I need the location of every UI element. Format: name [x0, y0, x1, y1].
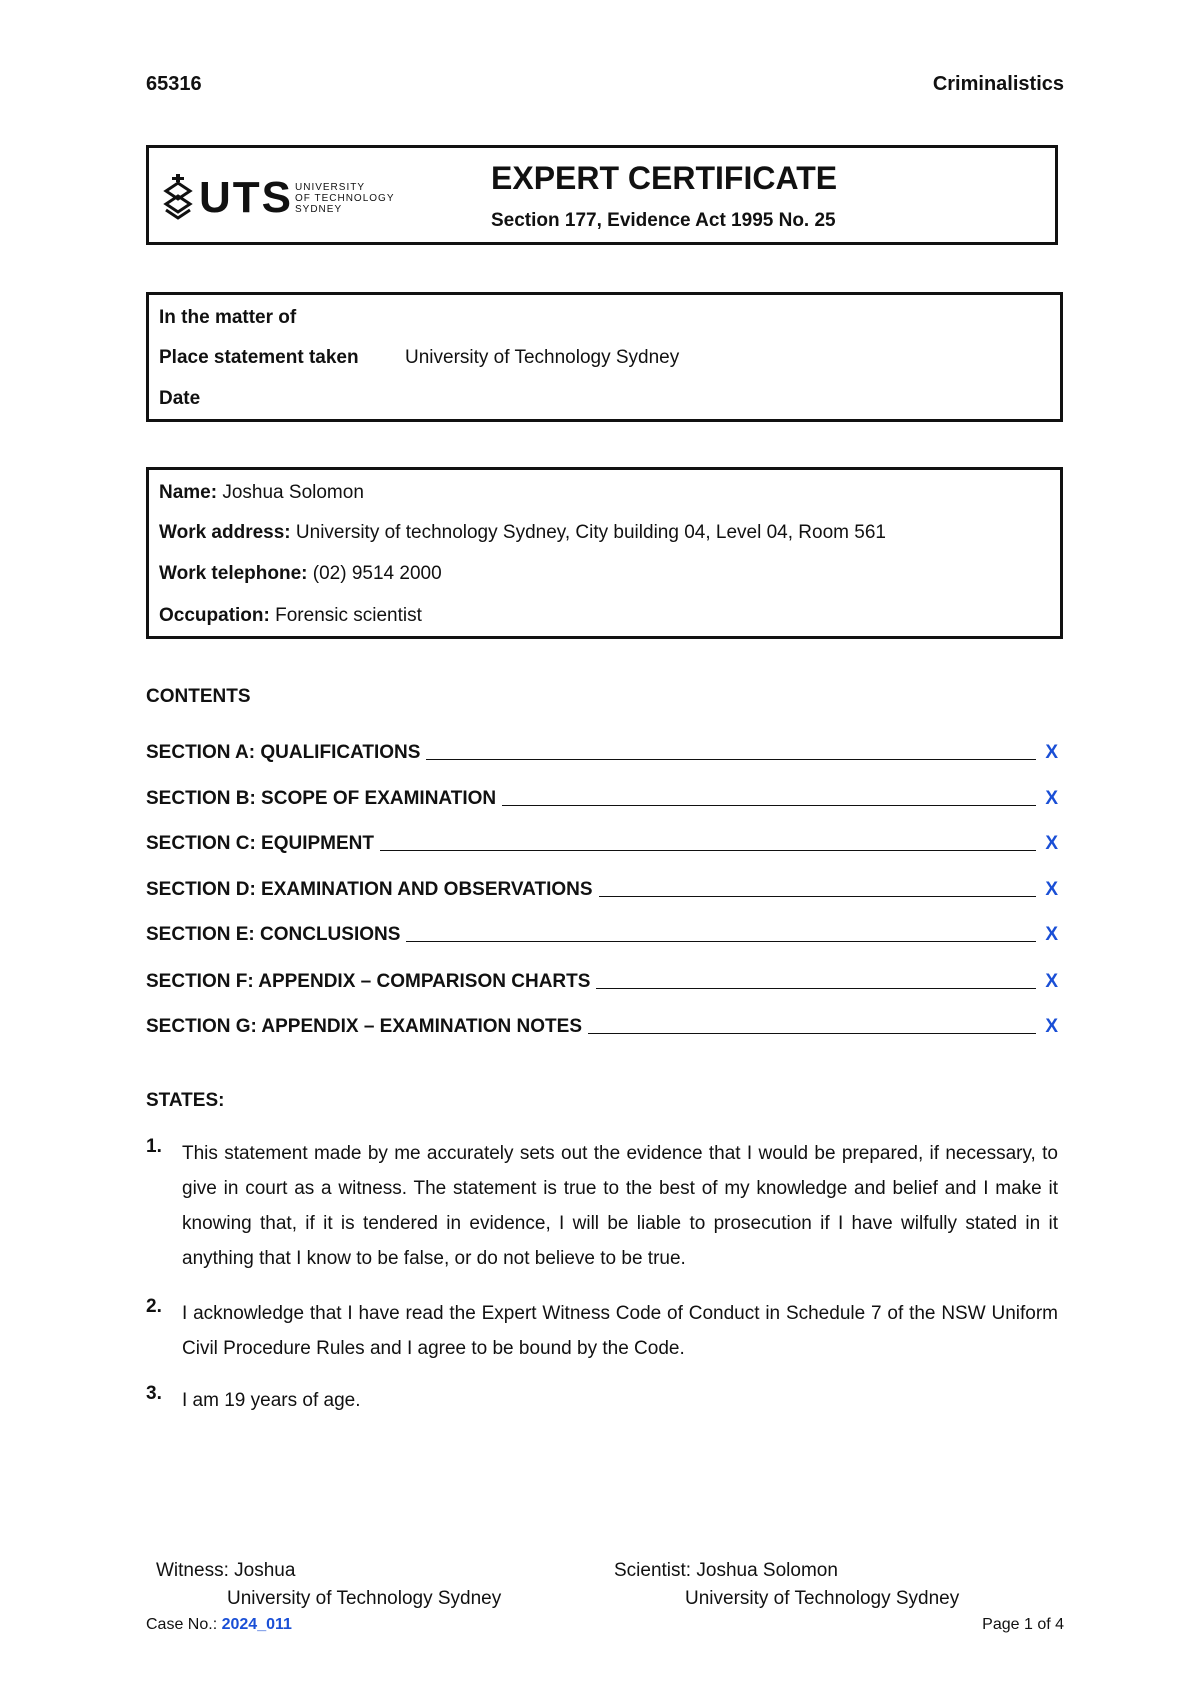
document-title: EXPERT CERTIFICATE — [491, 160, 838, 196]
footer-scientist-org: University of Technology Sydney — [685, 1588, 960, 1609]
toc-label: SECTION B: SCOPE OF EXAMINATION — [146, 788, 497, 809]
toc-entry[interactable] — [146, 920, 1058, 946]
state-item — [146, 1383, 1058, 1418]
toc-leader-line — [588, 1032, 1036, 1034]
matter-row — [159, 388, 405, 410]
logo-wordmark: UTS — [199, 173, 293, 222]
scientist-name: Joshua Solomon — [691, 1560, 838, 1581]
state-text: This statement made by me accurately sets out the evidence that I would be prepared, if necessary, to give in court as a witness. The statement is true to the best of my knowledge and belief and I make it knowing that, if it is tendered in evidence, I will be liable to prosecution if I have wilfully stated in it anything that I know to be false, or do not believe to be true. — [182, 1143, 1058, 1269]
title-box — [146, 145, 1058, 245]
person-label: Work telephone: — [159, 563, 308, 584]
person-row-address — [159, 522, 886, 544]
matter-box — [146, 292, 1063, 422]
toc-entry[interactable] — [146, 738, 1058, 764]
state-item — [146, 1296, 1058, 1366]
state-number: 2. — [146, 1296, 162, 1317]
case-label: Case No.: — [146, 1616, 222, 1633]
header-course-code: 65316 — [146, 73, 202, 95]
states-heading: STATES: — [146, 1090, 225, 1111]
toc-leader-line — [380, 849, 1036, 851]
person-label: Work address: — [159, 522, 291, 543]
uts-crest-icon — [163, 174, 193, 222]
toc-entry[interactable] — [146, 829, 1058, 855]
toc-label: SECTION G: APPENDIX – EXAMINATION NOTES — [146, 1016, 582, 1037]
state-number: 1. — [146, 1136, 162, 1157]
toc-label: SECTION A: QUALIFICATIONS — [146, 742, 421, 763]
toc-page-number[interactable]: X — [1045, 971, 1058, 992]
toc-leader-line — [596, 987, 1036, 989]
uts-logo — [163, 170, 393, 226]
matter-row — [159, 307, 405, 329]
toc-page-number[interactable]: X — [1045, 788, 1058, 809]
witness-name: Joshua — [228, 1560, 296, 1581]
toc-page-number[interactable]: X — [1045, 924, 1058, 945]
state-number: 3. — [146, 1383, 162, 1404]
person-row-name — [159, 482, 364, 504]
case-value: 2024_011 — [221, 1616, 292, 1633]
matter-label: Place statement taken — [159, 347, 359, 368]
logo-sub-line: OF TECHNOLOGY — [295, 193, 395, 204]
toc-entry[interactable] — [146, 784, 1058, 810]
toc-page-number[interactable]: X — [1045, 742, 1058, 763]
state-item — [146, 1136, 1058, 1276]
person-details-box — [146, 467, 1063, 639]
person-label: Occupation: — [159, 605, 270, 626]
toc-entry[interactable] — [146, 967, 1058, 993]
footer-witness-org: University of Technology Sydney — [227, 1588, 502, 1609]
state-text: I am 19 years of age. — [182, 1390, 361, 1411]
logo-sub-line: UNIVERSITY — [295, 182, 366, 193]
toc-leader-line — [426, 758, 1036, 760]
matter-value: University of Technology Sydney — [405, 347, 680, 368]
logo-subtext — [295, 182, 395, 215]
document-subtitle: Section 177, Evidence Act 1995 No. 25 — [491, 210, 836, 231]
toc-page-number[interactable]: X — [1045, 879, 1058, 900]
logo-sub-line: SYDNEY — [295, 204, 343, 215]
toc-label: SECTION C: EQUIPMENT — [146, 833, 375, 854]
toc-label: SECTION E: CONCLUSIONS — [146, 924, 401, 945]
person-value: (02) 9514 2000 — [307, 563, 442, 584]
person-label: Name: — [159, 482, 218, 503]
header-subject: Criminalistics — [932, 73, 1064, 95]
person-value: Joshua Solomon — [217, 482, 364, 503]
footer-witness — [156, 1560, 295, 1582]
toc-label: SECTION D: EXAMINATION AND OBSERVATIONS — [146, 879, 593, 900]
contents-heading: CONTENTS — [146, 686, 251, 707]
toc-leader-line — [406, 940, 1036, 942]
toc-entry[interactable] — [146, 875, 1058, 901]
toc-label: SECTION F: APPENDIX – COMPARISON CHARTS — [146, 971, 591, 992]
toc-leader-line — [599, 895, 1036, 897]
toc-entry[interactable] — [146, 1012, 1058, 1038]
state-text: I acknowledge that I have read the Expert Witness Code of Conduct in Schedule 7 of the NSW Uniform Civil Procedure Rules and I agree to be bound by the Code. — [182, 1303, 1058, 1359]
person-row-telephone — [159, 563, 442, 585]
witness-label: Witness: — [156, 1560, 229, 1581]
person-row-occupation — [159, 605, 422, 627]
footer-scientist — [614, 1560, 838, 1582]
person-value: University of technology Sydney, City building 04, Level 04, Room 561 — [290, 522, 886, 543]
person-value: Forensic scientist — [269, 605, 422, 626]
matter-label: Date — [159, 388, 201, 409]
footer-case-number — [146, 1616, 292, 1634]
scientist-label: Scientist: — [614, 1560, 692, 1581]
toc-page-number[interactable]: X — [1045, 1016, 1058, 1037]
toc-leader-line — [502, 804, 1036, 806]
matter-label: In the matter of — [159, 307, 297, 328]
toc-page-number[interactable]: X — [1045, 833, 1058, 854]
footer-page-number: Page 1 of 4 — [982, 1616, 1064, 1633]
matter-row — [159, 347, 679, 369]
